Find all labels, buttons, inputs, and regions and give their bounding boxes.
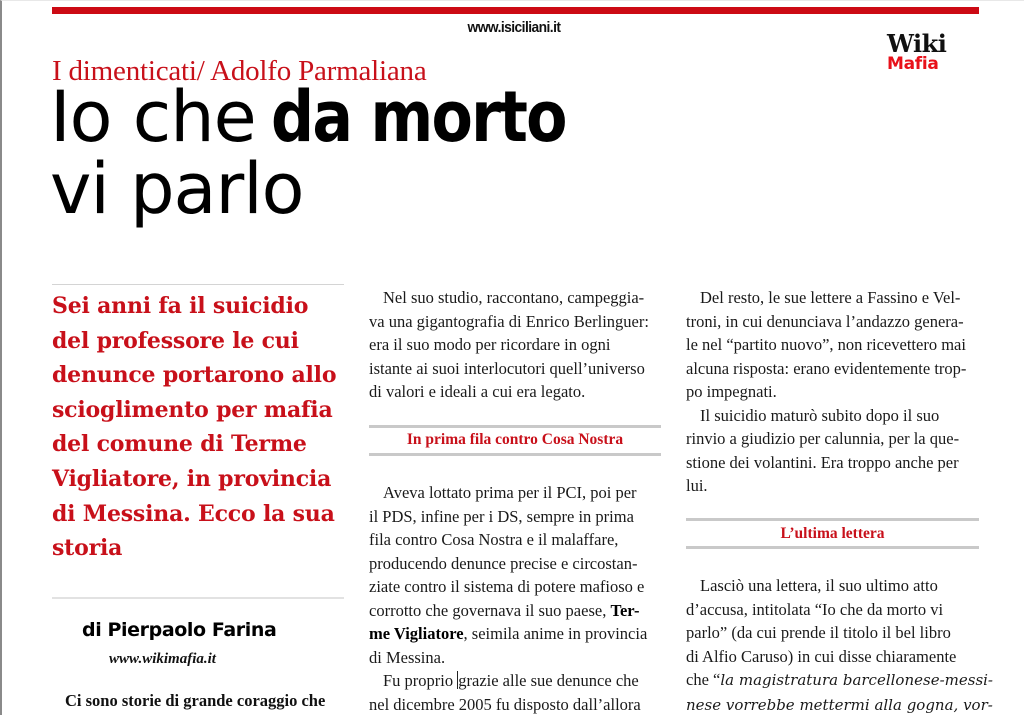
- text-line: ziate contro il sistema di potere mafioso e: [369, 577, 645, 596]
- text-line: rinvio a giudizio per calunnia, per la que-: [686, 429, 960, 448]
- author-byline: di Pierpaolo Farina: [82, 619, 277, 641]
- text-line: [686, 668, 994, 693]
- standfirst-line: del professore le cui: [52, 327, 299, 354]
- middle-paragraph-1: [369, 286, 661, 404]
- article-headline: [50, 76, 614, 230]
- bold-place-name: Ter-: [610, 600, 640, 620]
- headline-line-2: vi parlo: [50, 148, 304, 230]
- text-line: [686, 693, 993, 715]
- text-segment: che “: [686, 670, 721, 689]
- text-segment: grazie alle sue denunce che: [458, 671, 639, 690]
- standfirst-line: storia: [52, 535, 123, 562]
- standfirst-line: Vigliatore, in provincia: [52, 465, 332, 492]
- top-red-bar: [52, 7, 979, 14]
- text-line[interactable]: [369, 669, 661, 693]
- site-url: www.isiciliani.it: [467, 19, 561, 36]
- section-heading-prima-fila: In prima fila contro Cosa Nostra: [406, 431, 624, 448]
- text-line: istante ai suoi interlocutori quell’universo: [369, 358, 645, 378]
- bold-place-name: me Vigliatore: [369, 624, 464, 643]
- text-line: producendo denunce precise e circostan-: [369, 553, 638, 573]
- logo-wiki-text: Wiki: [887, 29, 947, 58]
- section-rule-top: [369, 425, 661, 428]
- standfirst-line: di Messina. Ecco la sua: [52, 500, 335, 527]
- text-line: [369, 622, 661, 646]
- right-paragraph-1: [686, 286, 979, 498]
- section-rule-bottom: [686, 546, 979, 549]
- text-line: Il suicidio maturò subito dopo il suo: [700, 405, 940, 425]
- author-url: www.wikimafia.it: [109, 651, 216, 667]
- italic-quote: nese vorrebbe mettermi alla gogna, vor-: [686, 695, 993, 714]
- headline-line-1: [50, 76, 614, 158]
- article-standfirst: [52, 289, 352, 566]
- text-line: Nel suo studio, raccontano, campeggia-: [383, 288, 645, 307]
- text-line: nel dicembre 2005 fu disposto dall’allora: [369, 694, 641, 714]
- article-kicker: I dimenticati/ Adolfo Parmaliana: [52, 55, 427, 87]
- standfirst-line: scioglimento per mafia: [52, 396, 333, 423]
- text-line: di Alfio Caruso) in cui disse chiaramente: [686, 646, 957, 666]
- standfirst-line: denunce portarono allo: [52, 362, 337, 389]
- text-line: era il suo modo per ricordare in ogni: [369, 335, 611, 354]
- text-line: Lasciò una lettera, il suo ultimo atto: [700, 576, 938, 595]
- text-line: le nel “partito nuovo”, non ricevettero mai: [686, 335, 966, 354]
- section-rule-bottom: [369, 453, 661, 456]
- text-line: po impegnati.: [686, 382, 777, 401]
- text-line: va una gigantografia di Enrico Berlinguer:: [369, 311, 649, 331]
- standfirst-line: Sei anni fa il suicidio: [52, 293, 309, 319]
- headline-light-part: Io che: [50, 76, 277, 158]
- text-line: di valori e ideali a cui era legato.: [369, 382, 586, 401]
- article-lead-line: Ci sono storie di grande coraggio che: [65, 691, 326, 710]
- text-line: lui.: [686, 476, 708, 495]
- text-line: fila contro Cosa Nostra e il malaffare,: [369, 530, 619, 549]
- standfirst-line: del comune di Terme: [52, 431, 307, 458]
- text-line: parlo” (da cui prende il titolo il bel libro: [686, 623, 951, 642]
- left-column-top-rule: [52, 284, 344, 285]
- text-line: Aveva lottato prima per il PCI, poi per: [383, 483, 637, 502]
- italic-quote: la magistratura barcellonese-messi-: [720, 671, 994, 689]
- left-column-bottom-rule: [52, 597, 344, 599]
- text-line: stione dei volantini. Era troppo anche per: [686, 452, 959, 472]
- headline-bold-part: da morto: [270, 76, 566, 158]
- text-line: troni, in cui denunciava l’andazzo genera-: [686, 311, 964, 331]
- section-heading-ultima-lettera: L’ultima lettera: [780, 525, 885, 542]
- right-paragraph-3: [686, 574, 994, 715]
- wikimafia-logo: [887, 29, 967, 74]
- text-segment: , seimila anime in provincia: [463, 624, 648, 643]
- text-line: Del resto, le sue lettere a Fassino e Vel-: [700, 288, 961, 307]
- text-line: il PDS, infine per i DS, sempre in prima: [369, 506, 634, 526]
- middle-paragraph-2: [369, 481, 661, 715]
- text-segment: corrotto che governava il suo paese,: [369, 600, 611, 620]
- logo-mafia-text: Mafia: [887, 54, 939, 74]
- text-line: alcuna risposta: erano evidentemente trop-: [686, 358, 967, 378]
- text-line: d’accusa, intitolata “Io che da morto vi: [686, 599, 944, 619]
- text-line: di Messina.: [369, 647, 446, 667]
- section-rule-top: [686, 518, 979, 521]
- text-line: [369, 599, 661, 623]
- text-segment: Fu proprio: [383, 671, 458, 690]
